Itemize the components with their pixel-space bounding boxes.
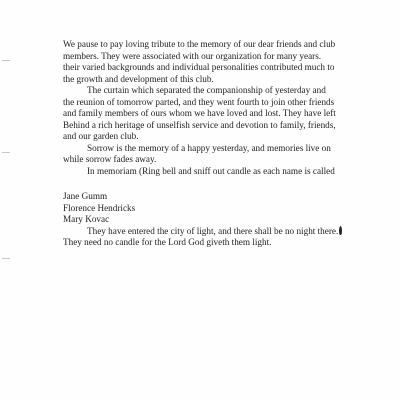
text-line: the growth and development of this club.	[63, 73, 214, 84]
sorrow-paragraph	[63, 143, 363, 166]
text-line: and family members of ours whom we have loved and lost. They have left	[63, 108, 336, 118]
margin-mark	[2, 152, 10, 153]
margin-mark	[2, 60, 10, 61]
text-line: while sorrow fades away.	[63, 154, 157, 164]
margin-mark	[2, 258, 10, 259]
text-line: They have entered the city of light, and there shall be no night there.	[87, 225, 339, 236]
text-line: The curtain which separated the companionship of yesterday and	[87, 85, 326, 95]
text-line: the reunion of tomorrow parted, and they went fourth to join other friends	[63, 96, 335, 107]
text-line: We pause to pay loving tribute to the memory of our dear friends and club	[63, 39, 336, 49]
ink-blot-mark	[339, 226, 342, 235]
closing-paragraph	[63, 226, 363, 249]
text-line: and our garden club.	[63, 131, 139, 141]
tribute-paragraph	[63, 39, 363, 85]
memorial-name: Florence Hendricks	[63, 202, 136, 213]
text-line: Behind a rich heritage of unselfish service and devotion to family, friends,	[63, 119, 336, 130]
text-line: Sorrow is the memory of a happy yesterday, and memories live on	[87, 142, 331, 153]
curtain-paragraph	[63, 85, 363, 143]
text-line: members. They were associated with our organization for many years.	[63, 50, 322, 61]
memorial-text	[63, 39, 363, 249]
text-line: In memoriam (Ring bell and sniff out candle as each name is called	[87, 165, 335, 176]
memorial-name: Jane Gumm	[63, 191, 108, 201]
memorial-name: Mary Kovac	[63, 214, 110, 224]
text-line: They need no candle for the Lord God giveth them light.	[63, 237, 272, 247]
memoriam-instruction	[63, 166, 363, 178]
text-line: their varied backgrounds and individual personalities contributed much to	[63, 62, 335, 72]
